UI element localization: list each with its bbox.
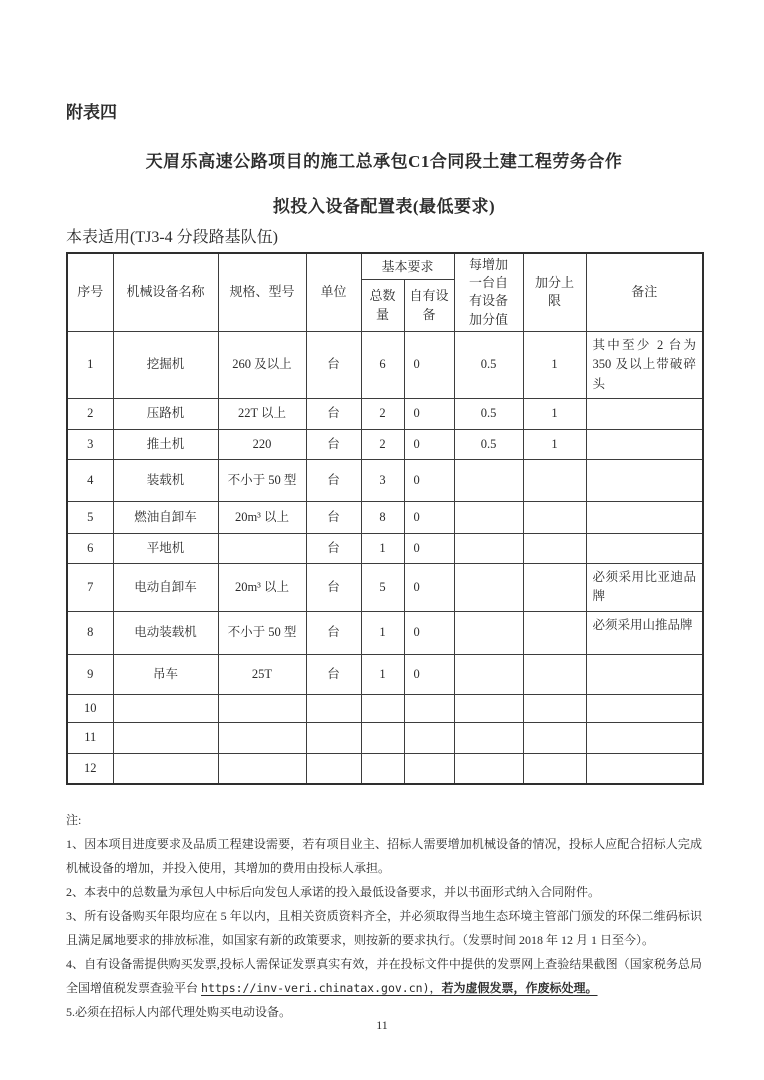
col-header-total-qty-label: 总数量 (369, 288, 396, 322)
cell-bonus (454, 722, 523, 753)
cell-remark (586, 753, 703, 784)
cell-own: 0 (404, 563, 454, 611)
cell-remark (586, 429, 703, 459)
cell-total: 1 (361, 533, 404, 563)
cell-name: 燃油自卸车 (113, 501, 218, 533)
cell-unit: 台 (306, 459, 361, 501)
table-row (67, 722, 703, 753)
cell-unit: 台 (306, 611, 361, 654)
cell-seq: 9 (67, 654, 113, 694)
col-header-name: 机械设备名称 (113, 253, 218, 331)
cell-cap (523, 722, 586, 753)
cell-seq: 6 (67, 533, 113, 563)
cell-seq: 8 (67, 611, 113, 654)
col-header-own-equipment-label: 自有设备 (409, 288, 449, 322)
document-title: 天眉乐高速公路项目的施工总承包C1合同段土建工程劳务合作 (145, 152, 623, 171)
col-header-seq: 序号 (67, 253, 113, 331)
cell-seq: 3 (67, 429, 113, 459)
cell-name (113, 753, 218, 784)
cell-remark (586, 398, 703, 429)
cell-name: 压路机 (113, 398, 218, 429)
cell-own: 0 (404, 398, 454, 429)
col-header-unit: 单位 (306, 253, 361, 331)
cell-own: 0 (404, 429, 454, 459)
cell-unit: 台 (306, 563, 361, 611)
note-item-2: 2、本表中的总数量为承包人中标后向发包人承诺的投入最低设备要求，并以书面形式纳入合同附件。 (66, 885, 601, 900)
note-item-5: 5.必须在招标人内部代理处购买电动设备。 (66, 1005, 292, 1020)
table-row (67, 398, 703, 429)
table-row (67, 331, 703, 398)
col-header-remark: 备注 (586, 253, 703, 331)
cell-seq: 7 (67, 563, 113, 611)
cell-remark (586, 459, 703, 501)
cell-cap (523, 533, 586, 563)
cell-remark: 必须采用比亚迪品牌 (586, 563, 703, 611)
cell-seq: 1 (67, 331, 113, 398)
cell-unit: 台 (306, 533, 361, 563)
col-header-spec: 规格、型号 (218, 253, 306, 331)
cell-unit (306, 722, 361, 753)
cell-bonus (454, 501, 523, 533)
cell-bonus (454, 459, 523, 501)
cell-own: 0 (404, 611, 454, 654)
cell-unit: 台 (306, 331, 361, 398)
cell-spec: 不小于 50 型 (218, 611, 306, 654)
cell-cap (523, 459, 586, 501)
cell-own (404, 753, 454, 784)
cell-spec (218, 694, 306, 722)
cell-name: 电动自卸车 (113, 563, 218, 611)
cell-own (404, 694, 454, 722)
cell-remark: 其中至少 2 台为 350 及以上带破碎头 (586, 331, 703, 398)
cell-seq: 10 (67, 694, 113, 722)
cell-unit: 台 (306, 501, 361, 533)
cell-spec: 不小于 50 型 (218, 459, 306, 501)
cell-bonus (454, 654, 523, 694)
cell-total: 5 (361, 563, 404, 611)
appendix-label: 附表四 (66, 103, 117, 122)
cell-own (404, 722, 454, 753)
table-row (67, 563, 703, 611)
cell-seq: 5 (67, 501, 113, 533)
cell-bonus: 0.5 (454, 398, 523, 429)
cell-total: 6 (361, 331, 404, 398)
cell-spec: 22T 以上 (218, 398, 306, 429)
cell-cap (523, 501, 586, 533)
cell-remark (586, 501, 703, 533)
cell-cap: 1 (523, 429, 586, 459)
cell-cap (523, 563, 586, 611)
cell-total: 2 (361, 429, 404, 459)
col-header-total-qty (361, 280, 404, 331)
cell-total: 1 (361, 611, 404, 654)
cell-seq: 11 (67, 722, 113, 753)
cell-total (361, 753, 404, 784)
table-row (67, 459, 703, 501)
cell-total: 3 (361, 459, 404, 501)
cell-bonus (454, 611, 523, 654)
cell-name: 平地机 (113, 533, 218, 563)
cell-own: 0 (404, 654, 454, 694)
cell-name: 吊车 (113, 654, 218, 694)
cell-seq: 12 (67, 753, 113, 784)
table-row (67, 533, 703, 563)
cell-unit (306, 753, 361, 784)
table-row (67, 429, 703, 459)
document-subtitle: 拟投入设备配置表(最低要求) (272, 197, 496, 216)
cell-name: 电动装载机 (113, 611, 218, 654)
cell-spec: 25T (218, 654, 306, 694)
cell-bonus (454, 694, 523, 722)
invoice-verification-link[interactable]: https://inv-veri.chinatax.gov.cn) (201, 981, 430, 996)
table-applicability: 本表适用(TJ3-4 分段路基队伍) (66, 229, 278, 246)
col-header-bonus-per-unit-label: 每增加一台自有设备加分值 (469, 257, 509, 327)
cell-own: 0 (404, 331, 454, 398)
cell-cap (523, 611, 586, 654)
page-number: 11 (376, 1018, 388, 1032)
cell-remark (586, 694, 703, 722)
cell-unit (306, 694, 361, 722)
cell-name (113, 722, 218, 753)
col-header-bonus-cap-label: 加分上限 (535, 275, 575, 309)
cell-unit: 台 (306, 654, 361, 694)
cell-name: 推土机 (113, 429, 218, 459)
col-header-own-equipment (404, 280, 454, 331)
cell-bonus: 0.5 (454, 331, 523, 398)
cell-remark (586, 533, 703, 563)
cell-cap: 1 (523, 331, 586, 398)
cell-spec: 20m³ 以上 (218, 563, 306, 611)
cell-cap (523, 753, 586, 784)
col-header-bonus-per-unit (454, 253, 523, 331)
cell-unit: 台 (306, 398, 361, 429)
cell-total (361, 694, 404, 722)
cell-own: 0 (404, 533, 454, 563)
cell-own: 0 (404, 501, 454, 533)
cell-spec (218, 722, 306, 753)
cell-total: 8 (361, 501, 404, 533)
table-row (67, 694, 703, 722)
cell-name: 挖掘机 (113, 331, 218, 398)
table-row (67, 753, 703, 784)
cell-remark: 必须采用山推品牌 (586, 611, 703, 654)
cell-remark (586, 654, 703, 694)
col-header-basic-req: 基本要求 (361, 253, 454, 280)
cell-name (113, 694, 218, 722)
cell-cap (523, 654, 586, 694)
col-header-bonus-cap (523, 253, 586, 331)
cell-total: 2 (361, 398, 404, 429)
cell-cap: 1 (523, 398, 586, 429)
note-4-warning: 若为虚假发票，作废标处理。 (441, 981, 598, 996)
cell-unit: 台 (306, 429, 361, 459)
notes-label: 注: (66, 813, 82, 828)
cell-spec: 20m³ 以上 (218, 501, 306, 533)
table-row (67, 654, 703, 694)
note-4-prefix: 4、自有设备需提供购买发票,投标人需保证发票真实有效，并在投标文件中提供的发票网上查验结果截图（国家税务总局全国增值税发票查验平台 (66, 957, 702, 996)
cell-bonus: 0.5 (454, 429, 523, 459)
cell-remark (586, 722, 703, 753)
cell-bonus (454, 753, 523, 784)
cell-own: 0 (404, 459, 454, 501)
cell-spec (218, 753, 306, 784)
cell-total: 1 (361, 654, 404, 694)
note-item-4 (66, 952, 702, 1000)
note-item-1: 1、因本项目进度要求及品质工程建设需要，若有项目业主、招标人需要增加机械设备的情况，投标人应配合招标人完成机械设备的增加，并投入使用，其增加的费用由投标人承担。 (66, 837, 702, 876)
header-row-1 (67, 253, 703, 280)
cell-spec (218, 533, 306, 563)
cell-seq: 2 (67, 398, 113, 429)
cell-name: 装载机 (113, 459, 218, 501)
note-item-3: 3、所有设备购买年限均应在 5 年以内，且相关资质资料齐全，并必须取得当地生态环境主管部门颁发的环保二维码标识且满足属地要求的排放标准，如国家有新的政策要求，则按新的要求执行。（发票时间 2018 年 12 月 1 日至今）。 (66, 909, 702, 948)
table-row (67, 611, 703, 654)
note-4-separator: ， (429, 981, 442, 996)
cell-spec: 220 (218, 429, 306, 459)
equipment-table (66, 252, 704, 785)
cell-bonus (454, 563, 523, 611)
cell-total (361, 722, 404, 753)
table-row (67, 501, 703, 533)
cell-seq: 4 (67, 459, 113, 501)
cell-spec: 260 及以上 (218, 331, 306, 398)
notes-section (66, 808, 702, 1024)
cell-cap (523, 694, 586, 722)
cell-bonus (454, 533, 523, 563)
